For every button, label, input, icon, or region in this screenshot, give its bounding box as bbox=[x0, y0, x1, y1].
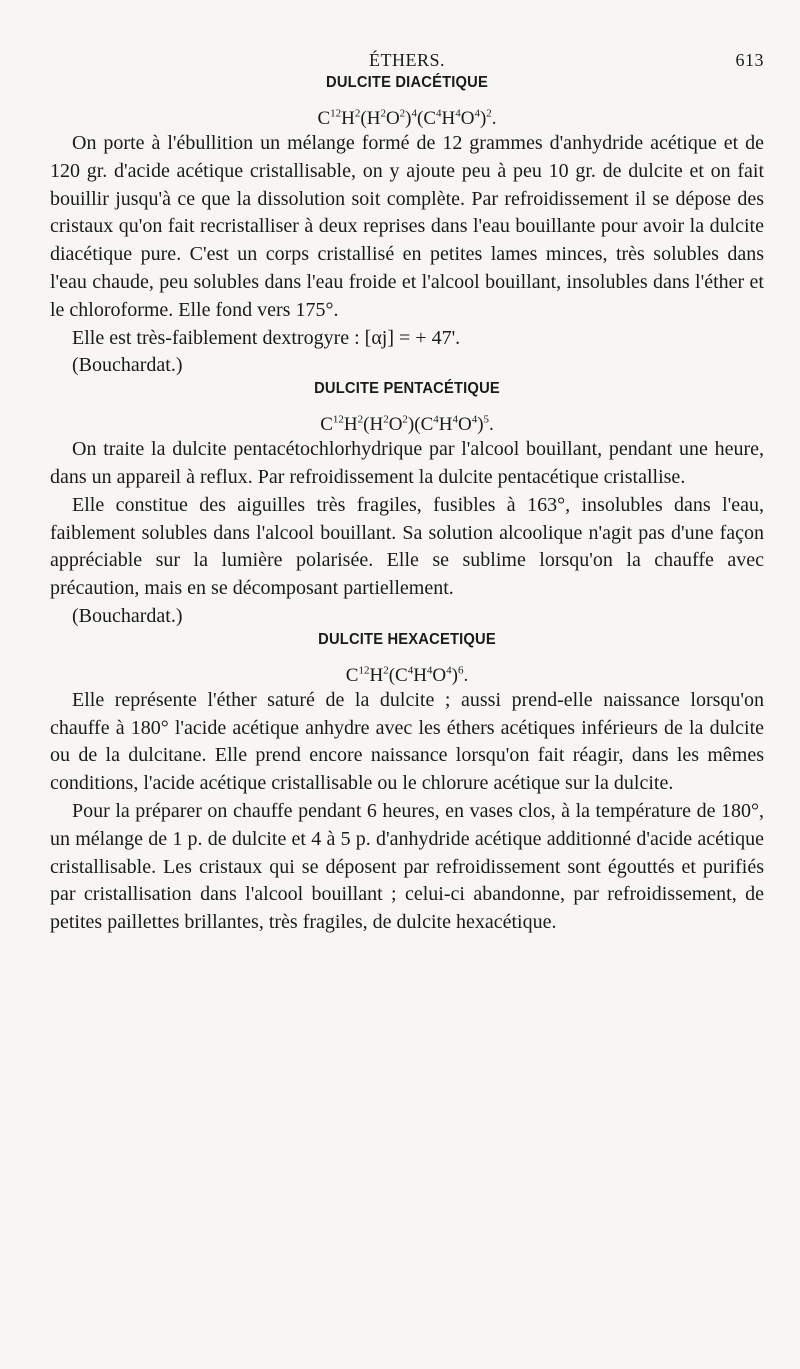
chemical-formula: $C^{12}H^2(C^4H^4O^4)^6$. bbox=[345, 664, 469, 686]
section-dulcite-hexacetique bbox=[50, 631, 764, 937]
paragraph: Elle représente l'éther saturé de la dulcite ; aussi prend-elle naissance lorsqu'on chauffe à 180° l'acide acétique anhydre avec les éthers acétiques inférieurs de la dulcite ou de la dulcitane. Elle prend encore naissance lorsqu'on fait réagir, dans les mêmes conditions, l'acide acétique cristallisable ou le chlorure acétique sur la dulcite. bbox=[50, 688, 764, 795]
section-title: DULCITE DIACÉTIQUE bbox=[326, 74, 488, 91]
running-header bbox=[50, 44, 764, 74]
chemical-formula: $C^{12}H^2(H^2O^2)(C^4H^4O^4)^5$. bbox=[320, 413, 494, 436]
paragraph: Elle constitue des aiguilles très fragiles, fusibles à 163°, insolubles dans l'eau, faiblement solubles dans l'alcool bouillant. Sa solution alcoolique n'agit pas d'une façon appréciable sur la lumière polarisée. Elle se sublime lorsqu'on la chauffe avec précaution, mais en se décomposant partiellement. bbox=[50, 493, 764, 600]
chemical-formula: $C^{12}H^2(H^2O^2)^4(C^4H^4O^4)^2$. bbox=[317, 107, 497, 129]
paragraph: On traite la dulcite pentacétochlorhydrique par l'alcool bouillant, pendant une heure, dans un appareil à reflux. Par refroidissement la dulcite pentacétique cristallise. bbox=[50, 438, 764, 488]
section-dulcite-diacetique bbox=[50, 74, 764, 380]
citation: (Bouchardat.) bbox=[72, 604, 183, 627]
paragraph: Elle est très-faiblement dextrogyre : [αj] = + 47'. bbox=[72, 326, 461, 349]
page-number: 613 bbox=[735, 50, 764, 70]
section-title: DULCITE HEXACETIQUE bbox=[318, 630, 496, 648]
paragraph: Pour la préparer on chauffe pendant 6 heures, en vases clos, à la température de 180°, un mélange de 1 p. de dulcite et 4 à 5 p. d'anhydride acétique additionné d'acide acétique cristallisable. Les cristaux qui se déposent par refroidissement sont égouttés et purifiés par cristallisation dans l'alcool bouillant ; celui-ci abandonne, par refroidissement, de petites paillettes brillantes, très fragiles, de dulcite hexacétique. bbox=[50, 799, 764, 934]
citation: (Bouchardat.) bbox=[72, 354, 183, 377]
running-title: ÉTHERS. bbox=[368, 50, 445, 70]
paragraph: On porte à l'ébullition un mélange formé de 12 grammes d'anhydride acétique et de 120 gr. d'acide acétique cristallisable, on y ajoute peu à peu 10 gr. de dulcite et on fait bouillir jusqu'à ce que la dissolution soit complète. Par refroidissement il se dépose des cristaux qu'on fait recristalliser à deux reprises dans l'eau bouillante pour avoir la dulcite diacétique pure. C'est un corps cristallisé en petites lames minces, très solubles dans l'eau chaude, peu solubles dans l'eau froide et l'alcool bouillant, insolubles dans l'éther et le chloroforme. Elle fond vers 175°. bbox=[50, 132, 764, 321]
section-title: DULCITE PENTACÉTIQUE bbox=[314, 380, 500, 398]
section-dulcite-pentacetique bbox=[50, 380, 764, 631]
